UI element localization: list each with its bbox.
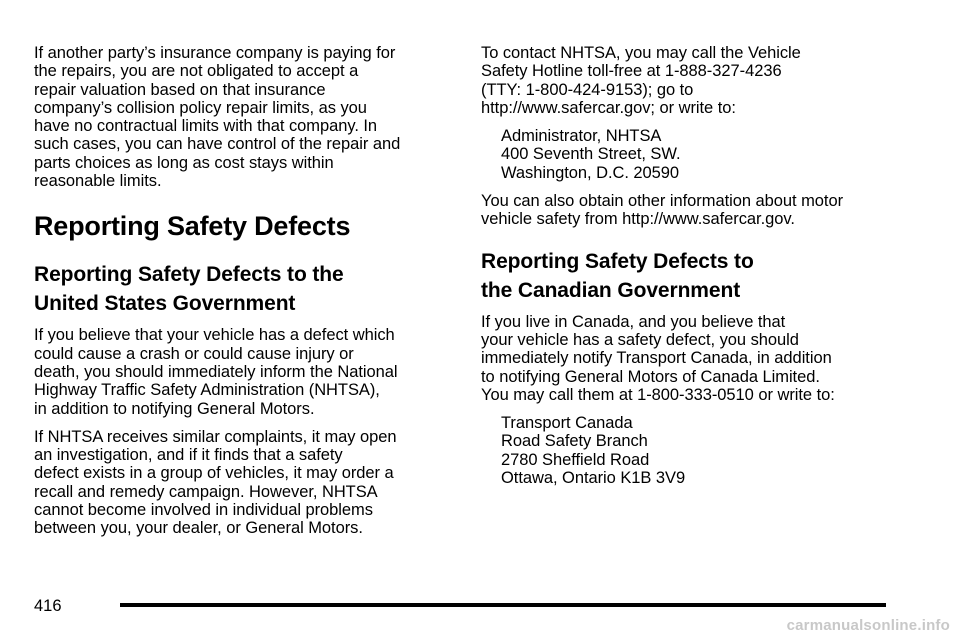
- nhtsa-address: Administrator, NHTSA 400 Seventh Street, SW. Washington, D.C. 20590: [501, 127, 681, 182]
- section-title: Reporting Safety Defects: [34, 211, 351, 242]
- more-info-paragraph: You can also obtain other information about motor vehicle safety from http://www.safercar.gov.: [481, 192, 844, 229]
- us-paragraph-investigation: If NHTSA receives similar complaints, it may open an investigation, and if it finds that a safety defect exists in a group of vehicles, it may order a recall and remedy campaign. However, NHTSA cannot become involved in individual problems between you, your dealer, or General Motors.: [34, 427, 397, 538]
- intro-paragraph: If another party’s insurance company is paying for the repairs, you are not obligated to accept a repair valuation based on that insurance company’s collision policy repair limits, as you have no contractual limits with that company. In such cases, you can have control of the repair and parts choices as long as cost stays within reasonable limits.: [34, 44, 401, 191]
- us-paragraph-inform-nhtsa: If you believe that your vehicle has a defect which could cause a crash or could cause injury or death, you should immediately inform the National Highway Traffic Safety Administration (NHTSA), in addition to notifying General Motors.: [34, 326, 398, 418]
- transport-canada-address: Transport Canada Road Safety Branch 2780 Sheffield Road Ottawa, Ontario K1B 3V9: [501, 414, 686, 488]
- footer-divider: [120, 603, 886, 607]
- left-column: [34, 44, 448, 548]
- canadian-government-heading: Reporting Safety Defects to the Canadian Government: [481, 249, 754, 302]
- watermark: carmanualsonline.info: [786, 617, 950, 634]
- right-column: [481, 44, 895, 497]
- canada-paragraph: If you live in Canada, and you believe that your vehicle has a safety defect, you should immediately notify Transport Canada, in addition to notifying General Motors of Canada Limited. You may call them at 1-800-333-0510 or write to:: [481, 312, 835, 404]
- page-number: 416: [34, 597, 62, 615]
- contact-nhtsa-paragraph: To contact NHTSA, you may call the Vehicle Safety Hotline toll-free at 1-888-327-4236 (TTY: 1-800-424-9153); go to http://www.safercar.gov; or write to:: [481, 44, 801, 117]
- us-government-heading: Reporting Safety Defects to the United States Government: [34, 263, 344, 316]
